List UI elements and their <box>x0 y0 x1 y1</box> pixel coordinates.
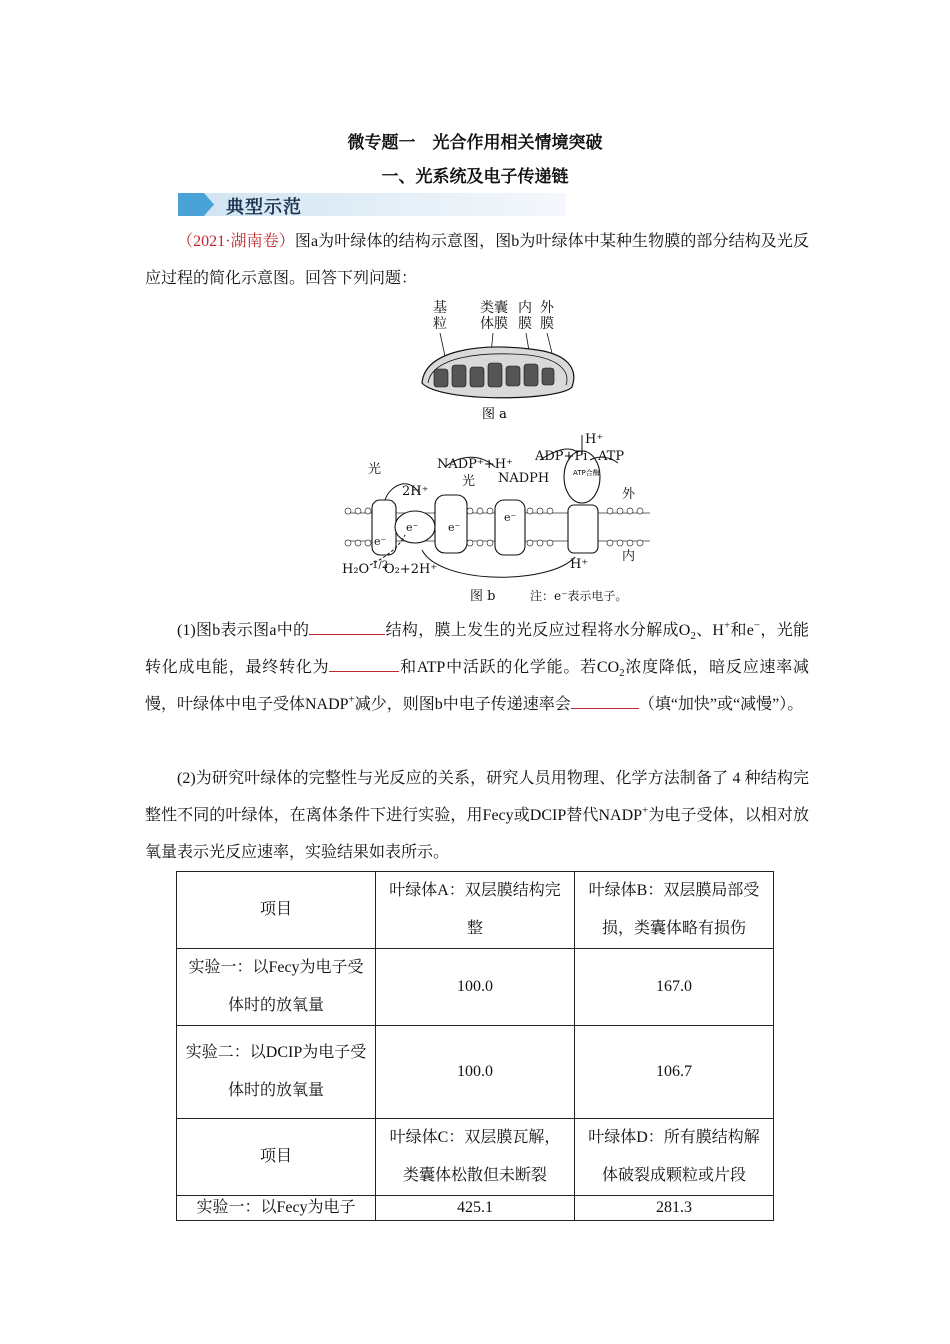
svg-text:内: 内 <box>518 300 532 316</box>
svg-text:类囊: 类囊 <box>480 300 508 316</box>
question-1: (1)图b表示图a中的 结构，膜上发生的光反应过程将水分解成$O_2$、H+和e−，光能转化成电能，最终转化为 和ATP中活跃的化学能。若$CO_2$浓度降低，暗反应速率减慢，叶绿体中电子受体NADP+减少，则图b中电子传递速率会 （填“加快”或“减慢”）。 <box>145 619 809 713</box>
example-banner <box>178 193 566 216</box>
question-2: (2)为研究叶绿体的完整性与光反应的关系，研究人员用物理、化学方法制备了 4 种结构完整性不同的叶绿体，在离体条件下进行实验，用Fecy或DCIP替代NADP+为电子受体，以相对放氧量表示光反应速率，实验结果如表所示。 <box>145 770 809 861</box>
svg-text:2H⁺: 2H⁺ <box>402 484 429 499</box>
answer-blank-2[interactable] <box>329 657 399 672</box>
table-row: 实验一：以Fecy为电子 425.1 281.3 <box>177 1196 774 1221</box>
svg-text:e⁻: e⁻ <box>448 521 461 534</box>
svg-text:1/2: 1/2 <box>372 560 389 571</box>
svg-text:H₂O: H₂O <box>342 562 370 577</box>
svg-text:外: 外 <box>622 487 636 502</box>
chloroplast-figure <box>330 295 660 610</box>
svg-text:e⁻: e⁻ <box>374 535 387 548</box>
page-title: 微专题一 光合作用相关情境突破 <box>347 133 603 153</box>
svg-text:外: 外 <box>540 300 554 316</box>
table-row: 实验一：以Fecy为电子受体时的放氧量 100.0 167.0 <box>177 949 774 1026</box>
section-title: 一、光系统及电子传递链 <box>381 167 569 187</box>
svg-text:体膜: 体膜 <box>480 316 508 332</box>
svg-text:O₂+2H⁺: O₂+2H⁺ <box>384 562 438 577</box>
results-table <box>176 871 774 1221</box>
atp-synthase-label: ATP合酶 <box>573 469 600 477</box>
table-header-row: 项目 叶绿体C：双层膜瓦解，类囊体松散但未断裂 叶绿体D：所有膜结构解体破裂成颗粒或片段 <box>177 1119 774 1196</box>
svg-text:NADP⁺+H⁺: NADP⁺+H⁺ <box>437 457 513 472</box>
svg-text:ATP: ATP <box>598 449 625 464</box>
table-header-row: 项目 叶绿体A：双层膜结构完整 叶绿体B：双层膜局部受损，类囊体略有损伤 <box>177 872 774 949</box>
svg-text:膜: 膜 <box>518 316 532 332</box>
svg-text:ADP+Pi: ADP+Pi <box>535 449 588 464</box>
caption-fig-b: 图 b <box>470 589 496 604</box>
table-row: 实验二：以DCIP为电子受体时的放氧量 100.0 106.7 <box>177 1026 774 1119</box>
intro-text: 图a为叶绿体的结构示意图，图b为叶绿体中某种生物膜的部分结构及光反应过程的简化示意图。回答下列问题： <box>145 233 809 287</box>
banner-label: 典型示范 <box>226 197 302 218</box>
source-tag: （2021·湖南卷） <box>177 233 295 250</box>
svg-text:H⁺: H⁺ <box>585 432 604 447</box>
answer-blank-3[interactable] <box>571 694 639 709</box>
svg-text:H⁺: H⁺ <box>570 557 589 572</box>
svg-text:NADPH: NADPH <box>498 471 550 486</box>
svg-text:膜: 膜 <box>540 316 554 332</box>
svg-text:e⁻: e⁻ <box>406 521 419 534</box>
svg-text:e⁻: e⁻ <box>504 511 517 524</box>
figure-note: 注：e⁻表示电子。 <box>530 589 628 603</box>
caption-fig-a: 图 a <box>482 407 507 422</box>
arrow-tab-icon <box>178 193 214 216</box>
answer-blank-1[interactable] <box>309 620 385 635</box>
svg-text:粒: 粒 <box>433 316 447 332</box>
svg-text:光: 光 <box>368 462 382 477</box>
svg-text:光: 光 <box>462 474 476 489</box>
svg-text:内: 内 <box>622 549 636 564</box>
intro-paragraph <box>145 223 809 297</box>
label-grana: 基 <box>433 300 447 316</box>
